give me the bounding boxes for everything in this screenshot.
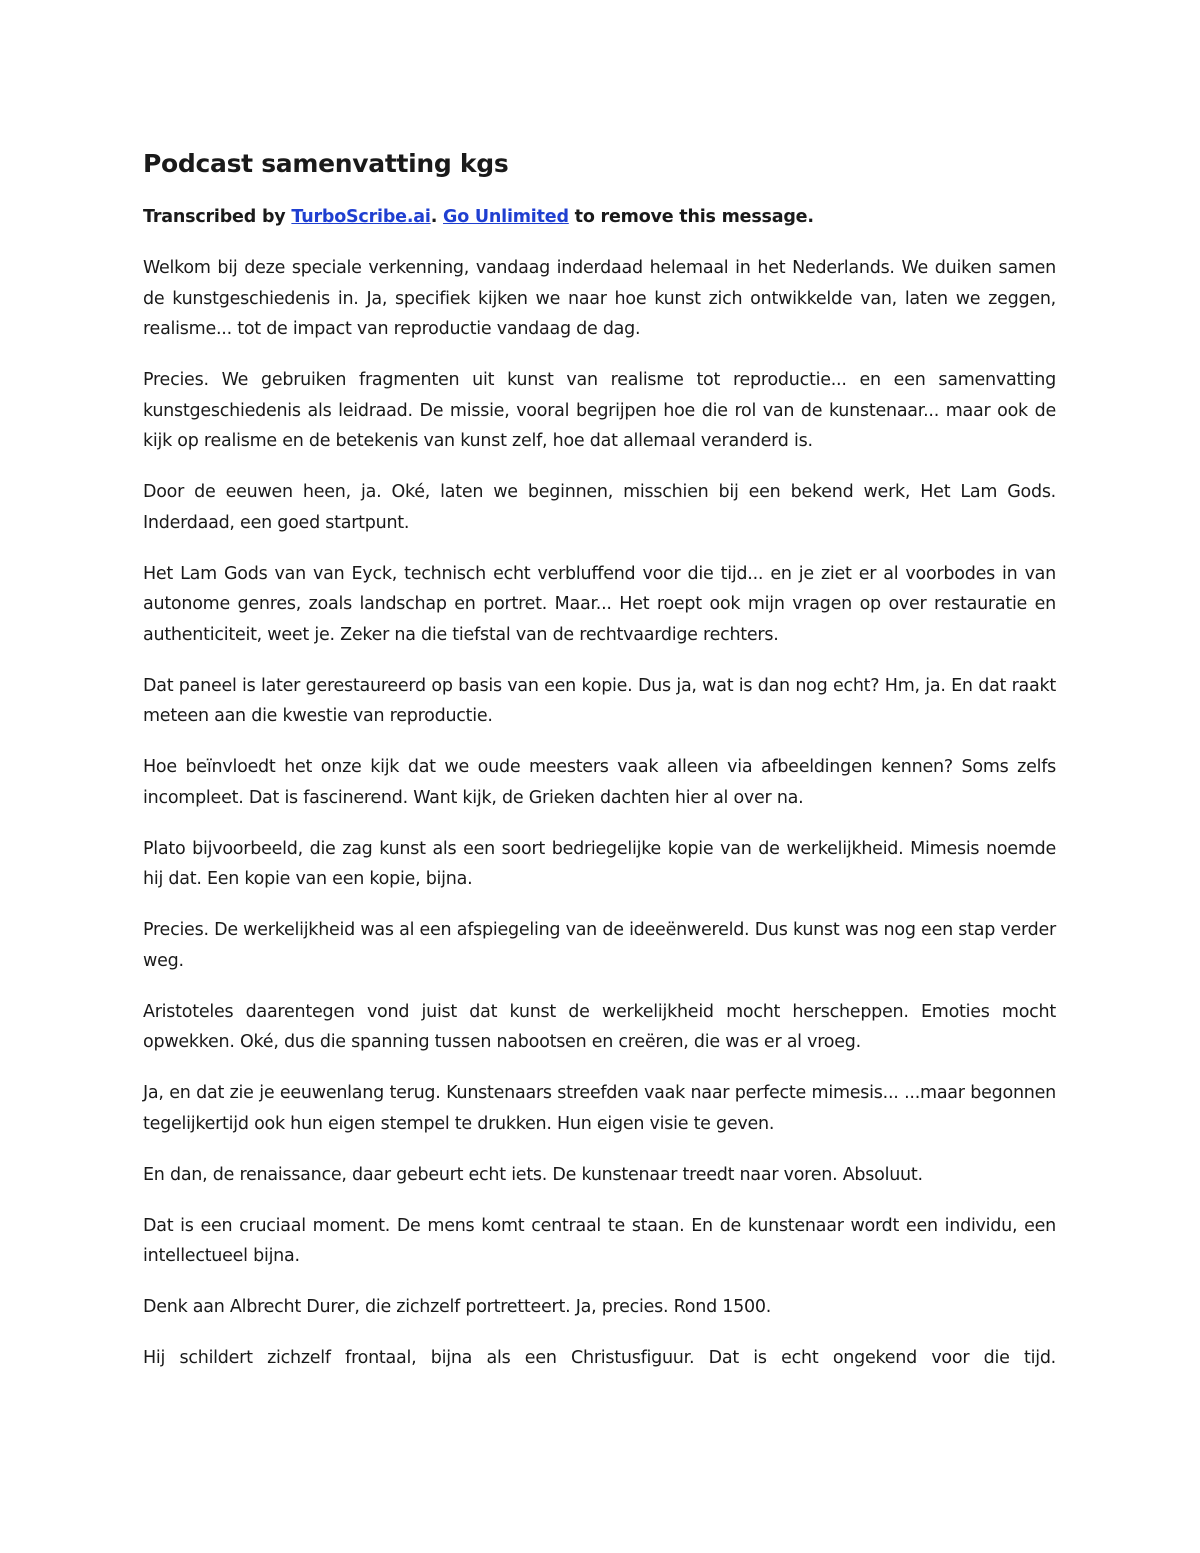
paragraph: Door de eeuwen heen, ja. Oké, laten we beginnen, misschien bij een bekend werk, Het Lam Gods. Inderdaad, een goed startpunt. bbox=[143, 482, 1056, 533]
go-unlimited-link[interactable]: Go Unlimited bbox=[443, 207, 569, 227]
paragraph: En dan, de renaissance, daar gebeurt echt iets. De kunstenaar treedt naar voren. Absoluut. bbox=[143, 1164, 923, 1185]
document-page bbox=[143, 146, 1056, 1394]
paragraph: Het Lam Gods van van Eyck, technisch echt verbluffend voor die tijd... en je ziet er al voorbodes in van autonome genres, zoals landschap en portret. Maar... Het roept ook mijn vragen op over restauratie en authenticiteit, weet je. Zeker na die tiefstal van de rechtvaardige rechters. bbox=[143, 563, 1056, 645]
banner-prefix: Transcribed by bbox=[143, 207, 292, 227]
turboscribe-link[interactable]: TurboScribe.ai bbox=[291, 207, 431, 227]
paragraph: Dat is een cruciaal moment. De mens komt centraal te staan. En de kunstenaar wordt een individu, een intellectueel bijna. bbox=[143, 1215, 1056, 1266]
paragraph: Precies. We gebruiken fragmenten uit kunst van realisme tot reproductie... en een samenvatting kunstgeschiedenis als leidraad. De missie, vooral begrijpen hoe die rol van de kunstenaar... maar ook de kijk op realisme en de betekenis van kunst zelf, hoe dat allemaal veranderd is. bbox=[143, 370, 1056, 451]
paragraph: Hij schildert zichzelf frontaal, bijna als een Christusfiguur. Dat is echt ongekend voor die tijd. bbox=[143, 1348, 1056, 1368]
banner-suffix: to remove this message. bbox=[568, 207, 814, 227]
transcription-banner bbox=[143, 202, 1056, 232]
paragraph: Plato bijvoorbeeld, die zag kunst als een soort bedriegelijke kopie van de werkelijkheid. Mimesis noemde hij dat. Een kopie van een kopie, bijna. bbox=[143, 838, 1056, 889]
paragraph: Hoe beïnvloedt het onze kijk dat we oude meesters vaak alleen via afbeeldingen kennen? Soms zelfs incompleet. Dat is fascinerend. Want kijk, de Grieken dachten hier al over na. bbox=[143, 757, 1056, 808]
paragraph: Welkom bij deze speciale verkenning, vandaag inderdaad helemaal in het Nederlands. We duiken samen de kunstgeschiedenis in. Ja, specifiek kijken we naar hoe kunst zich ontwikkelde van, laten we zeggen, realisme... tot de impact van reproductie vandaag de dag. bbox=[143, 258, 1056, 339]
paragraph: Aristoteles daarentegen vond juist dat kunst de werkelijkheid mocht herscheppen. Emoties mocht opwekken. Oké, dus die spanning tussen nabootsen en creëren, die was er al vroeg. bbox=[143, 1001, 1056, 1052]
paragraph: Dat paneel is later gerestaureerd op basis van een kopie. Dus ja, wat is dan nog echt? Hm, ja. En dat raakt meteen aan die kwestie van reproductie. bbox=[143, 675, 1056, 726]
paragraph: Ja, en dat zie je eeuwenlang terug. Kunstenaars streefden vaak naar perfecte mimesis... ...maar begonnen tegelijkertijd ook hun eigen stempel te drukken. Hun eigen visie te geven. bbox=[143, 1083, 1056, 1134]
paragraph: Precies. De werkelijkheid was al een afspiegeling van de ideeënwereld. Dus kunst was nog een stap verder weg. bbox=[143, 920, 1056, 971]
banner-separator: . bbox=[430, 207, 444, 227]
document-title: Podcast samenvatting kgs bbox=[143, 149, 509, 178]
paragraph: Denk aan Albrecht Durer, die zichzelf portretteert. Ja, precies. Rond 1500. bbox=[143, 1297, 772, 1317]
